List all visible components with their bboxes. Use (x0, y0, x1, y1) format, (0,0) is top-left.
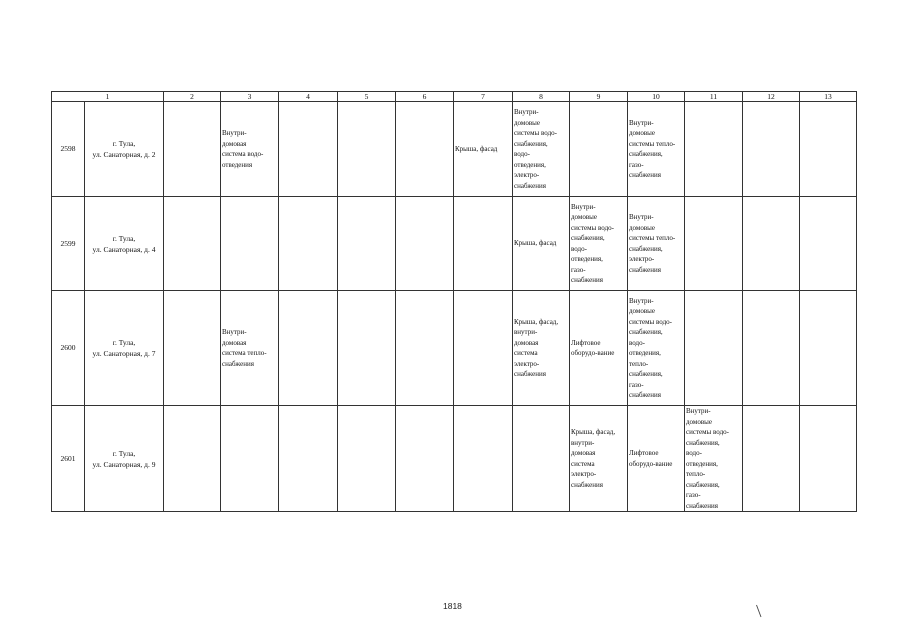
work-cell (513, 406, 570, 512)
work-cell: Лифтовое оборудо-вание (628, 406, 685, 512)
column-header: 4 (279, 92, 338, 102)
work-cell (221, 406, 279, 512)
work-cell (396, 406, 454, 512)
work-cell: Внутри- домовые системы водо- снабжения, водо- отведения, электро- снабжения (513, 102, 570, 197)
table-row (52, 102, 857, 197)
work-cell (743, 291, 800, 406)
repair-schedule-table (51, 91, 857, 512)
row-number: 2600 (52, 291, 85, 406)
work-cell: Внутри- домовые системы тепло- снабжения, газо- снабжения (628, 102, 685, 197)
work-cell (396, 197, 454, 291)
address-cell: г. Тула, ул. Санаторная, д. 7 (85, 291, 164, 406)
column-header: 10 (628, 92, 685, 102)
table-row (52, 291, 857, 406)
column-header: 9 (570, 92, 628, 102)
table-row (52, 197, 857, 291)
work-cell (396, 291, 454, 406)
row-number: 2599 (52, 197, 85, 291)
work-cell (685, 102, 743, 197)
work-cell (279, 197, 338, 291)
work-cell: Внутри- домовые системы водо- снабжения, водо- отведения, тепло- снабжения, газо- снабжения (628, 291, 685, 406)
scan-mark-stroke (755, 604, 763, 618)
column-header: 1 (52, 92, 164, 102)
work-cell: Внутри- домовая система водо- отведения (221, 102, 279, 197)
work-cell: Внутри- домовые системы тепло- снабжения, электро- снабжения (628, 197, 685, 291)
work-cell (221, 197, 279, 291)
work-cell (570, 102, 628, 197)
work-cell: Лифтовое оборудо-вание (570, 291, 628, 406)
column-header: 2 (164, 92, 221, 102)
address-cell: г. Тула, ул. Санаторная, д. 4 (85, 197, 164, 291)
work-cell (800, 406, 857, 512)
work-cell (743, 406, 800, 512)
work-cell: Крыша, фасад (513, 197, 570, 291)
column-header: 8 (513, 92, 570, 102)
work-cell (338, 406, 396, 512)
row-number: 2598 (52, 102, 85, 197)
work-cell (338, 197, 396, 291)
work-cell (685, 197, 743, 291)
work-cell (743, 197, 800, 291)
work-cell: Крыша, фасад (454, 102, 513, 197)
row-number: 2601 (52, 406, 85, 512)
work-cell (454, 406, 513, 512)
work-cell (454, 197, 513, 291)
work-cell (338, 291, 396, 406)
column-header: 6 (396, 92, 454, 102)
column-header: 5 (338, 92, 396, 102)
work-cell: Крыша, фасад, внутри- домовая система электро- снабжения (570, 406, 628, 512)
page-number: 1818 (443, 601, 462, 611)
work-cell: Внутри- домовые системы водо- снабжения, водо- отведения, газо- снабжения (570, 197, 628, 291)
work-cell (279, 291, 338, 406)
work-cell (164, 406, 221, 512)
address-cell: г. Тула, ул. Санаторная, д. 9 (85, 406, 164, 512)
column-header: 13 (800, 92, 857, 102)
work-cell (800, 291, 857, 406)
work-cell (743, 102, 800, 197)
work-cell: Крыша, фасад, внутри- домовая система электро- снабжения (513, 291, 570, 406)
work-cell (279, 102, 338, 197)
work-cell (800, 102, 857, 197)
work-cell (164, 197, 221, 291)
work-cell: Внутри- домовые системы водо- снабжения, водо- отведения, тепло- снабжения, газо- снабжения (685, 406, 743, 512)
work-cell (396, 102, 454, 197)
work-cell (685, 291, 743, 406)
work-cell (338, 102, 396, 197)
work-cell (164, 102, 221, 197)
column-header: 3 (221, 92, 279, 102)
column-header: 7 (454, 92, 513, 102)
work-cell (164, 291, 221, 406)
work-cell: Внутри- домовая система тепло- снабжения (221, 291, 279, 406)
work-cell (800, 197, 857, 291)
table-row (52, 406, 857, 512)
work-cell (279, 406, 338, 512)
column-header: 12 (743, 92, 800, 102)
column-header-row (52, 92, 857, 102)
address-cell: г. Тула, ул. Санаторная, д. 2 (85, 102, 164, 197)
column-header: 11 (685, 92, 743, 102)
work-cell (454, 291, 513, 406)
